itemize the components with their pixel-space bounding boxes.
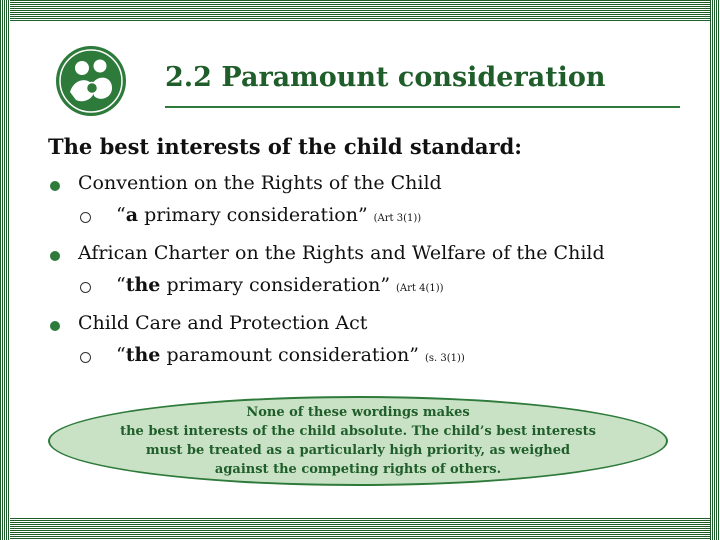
bullet-icon — [50, 321, 60, 331]
sub-item-text: paramount consideration” — [160, 344, 420, 366]
bottom-border-band — [10, 518, 710, 540]
sub-item-quote: “ — [116, 344, 126, 366]
list-item-label: Convention on the Rights of the Child — [78, 172, 442, 194]
top-border-band — [10, 0, 710, 22]
sub-item — [116, 274, 444, 296]
slide-title: 2.2 Paramount consideration — [165, 62, 606, 93]
sub-item-key: a — [125, 204, 139, 226]
sub-item-quote: “ — [116, 274, 126, 296]
list-item-label: African Charter on the Rights and Welfare of the Child — [78, 242, 605, 264]
sub-bullet-icon — [80, 352, 91, 363]
slide-subtitle: The best interests of the child standard: — [48, 134, 523, 159]
family-emblem-icon — [54, 44, 128, 118]
sub-item-reference: (Art 3(1)) — [373, 213, 422, 224]
callout-text — [48, 403, 668, 479]
sub-item — [116, 344, 465, 366]
list-item-label: Child Care and Protection Act — [78, 312, 368, 334]
sub-item-quote: “ — [116, 204, 126, 226]
callout-line: must be treated as a particularly high priority, as weighed — [145, 443, 571, 458]
callout-line: None of these wordings makes — [246, 405, 470, 420]
sub-bullet-icon — [80, 212, 91, 223]
title-divider — [165, 106, 680, 108]
bullet-icon — [50, 181, 60, 191]
sub-item-key: the — [125, 274, 161, 296]
sub-item-text: primary consideration” — [160, 274, 391, 296]
sub-item-reference: (s. 3(1)) — [425, 353, 465, 364]
sub-item-key: the — [125, 344, 161, 366]
sub-bullet-icon — [80, 282, 91, 293]
right-border-stripes — [710, 0, 720, 540]
bullet-icon — [50, 251, 60, 261]
sub-item — [116, 204, 421, 226]
sub-item-reference: (Art 4(1)) — [396, 283, 444, 294]
callout-line: the best interests of the child absolute. The child’s best interests — [120, 424, 596, 439]
callout-line: against the competing rights of others. — [214, 462, 502, 477]
sub-item-text: primary consideration” — [138, 204, 368, 226]
left-border-stripes — [0, 0, 10, 540]
